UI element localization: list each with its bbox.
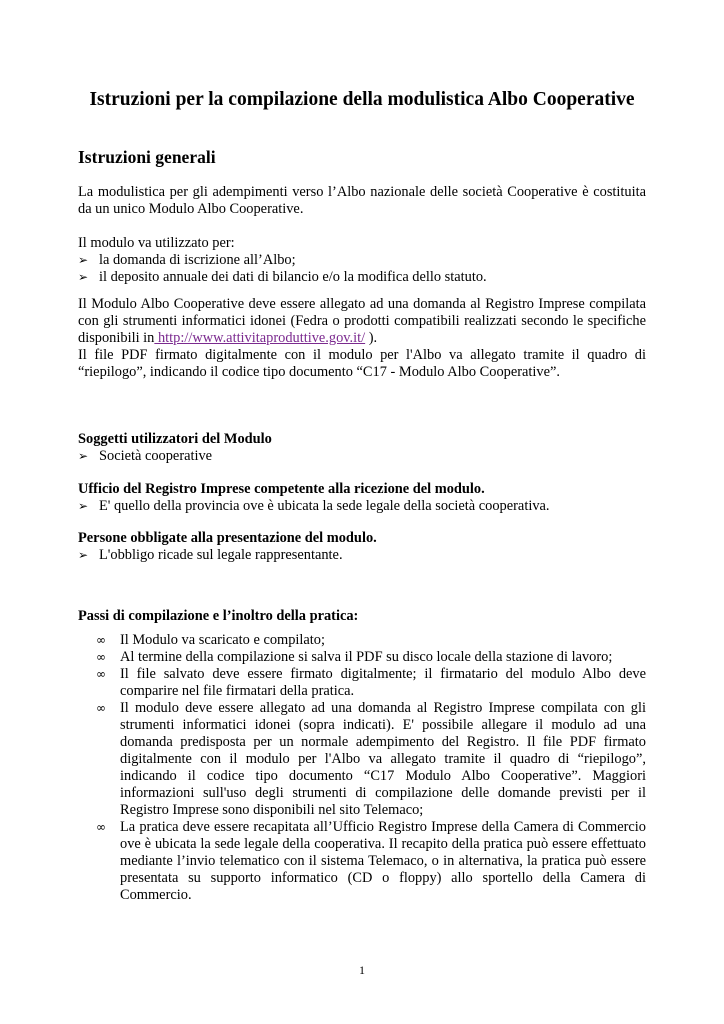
obliged-heading: Persone obbligate alla presentazione del modulo.: [78, 530, 377, 546]
subjects-item: Società cooperative: [99, 448, 213, 464]
step-4: Il modulo deve essere allegato ad una domanda al Registro Imprese compilata con gli strumenti informatici idonei (sopra indicati). E' possibile allegare il modulo ad una domanda predisposta per un normale adempimento del Registro. Il file PDF firmato digitalmente con il modulo per l'Albo va allegato tramite il quadro di “riepilogo”, indicando il codice tipo documento “C17 Modulo Albo Cooperative”. Maggiori informazioni sull'uso degli strumenti di compilazione delle domande previsti per il Registro Imprese sono disponibili nel sito Telemaco;: [120, 700, 646, 818]
step-1: Il Modulo va scaricato e compilato;: [120, 632, 326, 648]
pdf-line-1: Il file PDF firmato digitalmente con il modulo per l'Albo va allegato tramite il quadro di: [78, 347, 646, 363]
pdf-line-2: “riepilogo”, indicando il codice tipo documento “C17 - Modulo Albo Cooperative”.: [78, 364, 560, 380]
attach-paragraph: [78, 296, 646, 347]
subjects-section: [78, 431, 646, 465]
steps-heading: Passi di compilazione e l’inoltro della pratica:: [78, 608, 359, 624]
section-heading-general: Istruzioni generali: [78, 147, 216, 167]
page-number: 1: [359, 963, 365, 977]
arrow-bullet-icon: ➢: [78, 548, 89, 562]
intro-paragraph: La modulistica per gli adempimenti verso l’Albo nazionale delle società Cooperative è costituita da un unico Modulo Albo Cooperative.: [78, 184, 646, 217]
attach-close: ).: [365, 330, 378, 346]
obliged-section: [78, 530, 646, 564]
arrow-bullet-icon: ➢: [78, 253, 89, 267]
arrow-bullet-icon: ➢: [78, 270, 89, 284]
pdf-paragraph: [78, 347, 646, 381]
list-item: [96, 649, 646, 666]
step-2: Al termine della compilazione si salva il PDF su disco locale della stazione di lavoro;: [120, 649, 613, 665]
document-title: Istruzioni per la compilazione della modulistica Albo Cooperative: [89, 89, 635, 110]
infinity-bullet-icon: ∞: [96, 701, 106, 715]
office-section: [78, 481, 646, 515]
step-3: Il file salvato deve essere firmato digitalmente; il firmatario del modulo Albo deve comparire nel file firmatari della pratica.: [120, 666, 646, 699]
list-item: [78, 547, 646, 564]
infinity-bullet-icon: ∞: [96, 820, 106, 834]
arrow-bullet-icon: ➢: [78, 449, 89, 463]
obliged-item: L'obbligo ricade sul legale rappresentante.: [99, 547, 343, 563]
usage-item-2: il deposito annuale dei dati di bilancio e/o la modifica dello statuto.: [99, 269, 487, 285]
list-item: [96, 632, 646, 649]
list-item: [78, 269, 646, 286]
attach-text: Il Modulo Albo Cooperative deve essere allegato ad una domanda al Registro Imprese compilata con gli strumenti informatici idonei (Fedra o prodotti compatibili realizzati secondo le specifiche disponibili in: [78, 296, 646, 346]
infinity-bullet-icon: ∞: [96, 633, 106, 647]
subjects-heading: Soggetti utilizzatori del Modulo: [78, 431, 272, 447]
list-item: [96, 819, 646, 904]
attivita-produttive-link[interactable]: http://www.attivitaproduttive.gov.it/: [154, 330, 366, 346]
usage-item-1: la domanda di iscrizione all’Albo;: [99, 252, 296, 268]
arrow-bullet-icon: ➢: [78, 499, 89, 513]
steps-list: [96, 632, 646, 904]
list-item: [78, 252, 646, 269]
office-heading: Ufficio del Registro Imprese competente alla ricezione del modulo.: [78, 481, 485, 497]
office-item: E' quello della provincia ove è ubicata la sede legale della società cooperativa.: [99, 498, 550, 514]
list-item: [78, 448, 646, 465]
infinity-bullet-icon: ∞: [96, 650, 106, 664]
list-item: [96, 666, 646, 700]
list-item: [96, 700, 646, 819]
step-5: La pratica deve essere recapitata all’Ufficio Registro Imprese della Camera di Commercio ove è ubicata la sede legale della cooperativa. Il recapito della pratica può essere effettuato mediante l’invio telematico con il sistema Telemaco, o in alternativa, la pratica può essere presentata su supporto informatico (CD o floppy) allo sportello della Camera di Commercio.: [120, 819, 646, 903]
list-item: [78, 498, 646, 515]
usage-lead: Il modulo va utilizzato per:: [78, 235, 235, 251]
infinity-bullet-icon: ∞: [96, 667, 106, 681]
usage-section: [78, 235, 646, 286]
